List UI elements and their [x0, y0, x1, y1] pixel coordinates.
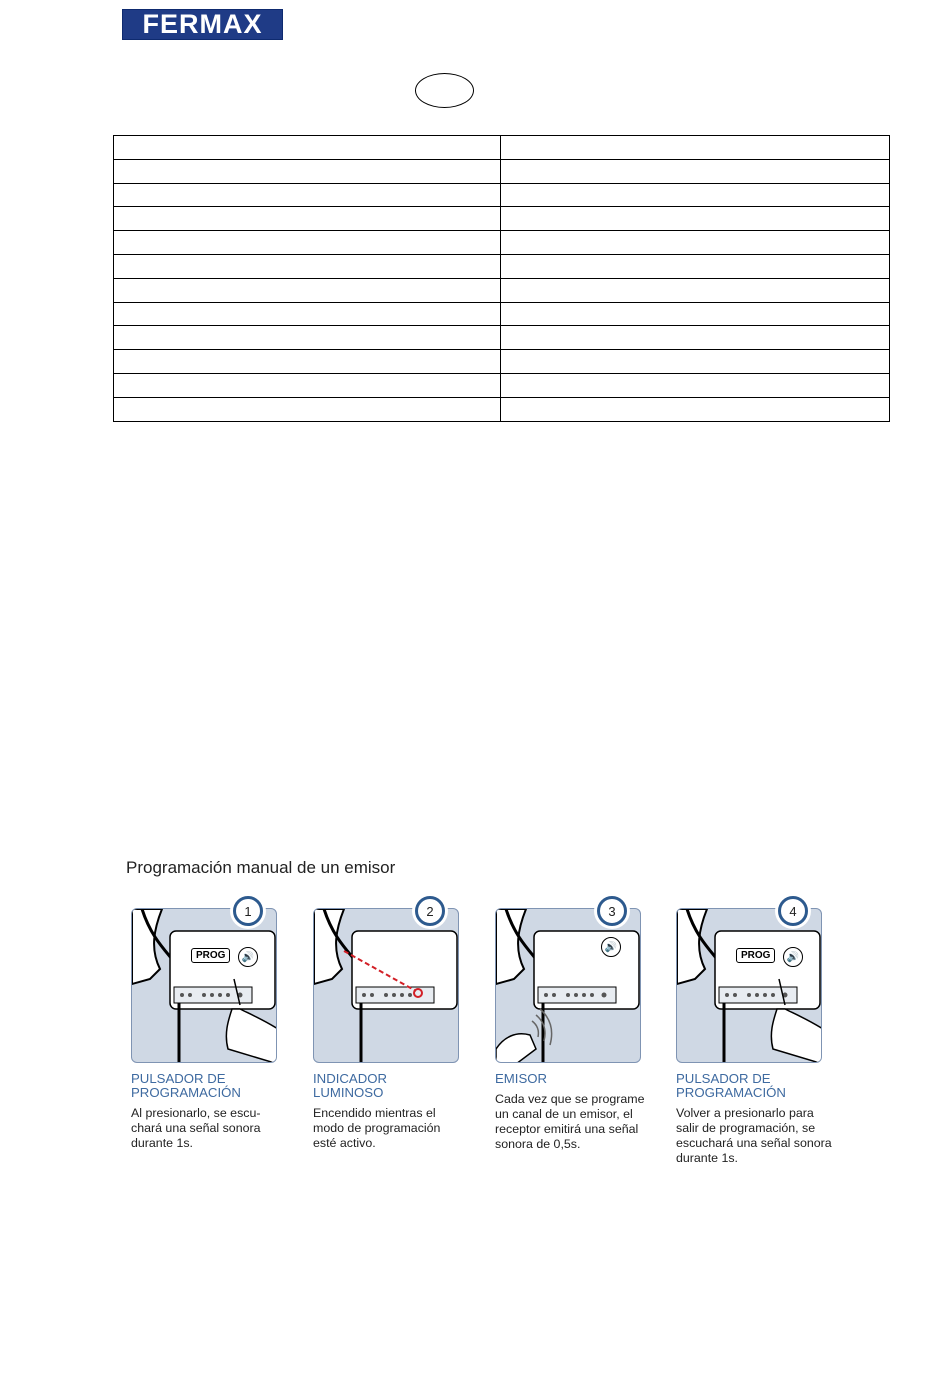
step-description: Al presionarlo, se escu- chará una señal sonora durante 1s. [131, 1106, 261, 1150]
table-cell [501, 231, 890, 255]
table-row [114, 397, 890, 421]
table-row [114, 254, 890, 278]
table-cell [114, 302, 501, 326]
table-row [114, 207, 890, 231]
table-cell [501, 254, 890, 278]
table-row [114, 231, 890, 255]
step-description: Volver a presionarlo para salir de programación, se escuchará una señal sonora durante 1s. [676, 1106, 832, 1165]
table-cell [114, 278, 501, 302]
table-cell [114, 183, 501, 207]
table-row [114, 373, 890, 397]
table-cell [114, 373, 501, 397]
step-title: INDICADOR LUMINOSO [313, 1071, 387, 1100]
step-description: Encendido mientras el modo de programación esté activo. [313, 1106, 441, 1150]
speaker-icon: 🔊 [238, 947, 258, 967]
table-cell [114, 207, 501, 231]
step-title: EMISOR [495, 1071, 548, 1086]
table-cell [114, 254, 501, 278]
specification-table [113, 135, 890, 422]
table-cell [501, 207, 890, 231]
table-cell [114, 397, 501, 421]
step-number-badge: 4 [778, 896, 808, 926]
table-cell [501, 136, 890, 160]
language-oval [415, 73, 474, 108]
table-cell [114, 350, 501, 374]
table-row [114, 302, 890, 326]
table-cell [114, 159, 501, 183]
table-row [114, 159, 890, 183]
table-cell [501, 278, 890, 302]
table-row [114, 350, 890, 374]
table-cell [501, 350, 890, 374]
step-number-badge: 1 [233, 896, 263, 926]
prog-button-label: PROG [736, 948, 775, 963]
step-2-illustration [313, 908, 459, 1063]
table-row [114, 326, 890, 350]
step-number-badge: 2 [415, 896, 445, 926]
step-4-illustration [676, 908, 822, 1063]
step-1-illustration [131, 908, 277, 1063]
table-cell [114, 231, 501, 255]
table-cell [501, 302, 890, 326]
section-title: Programación manual de un emisor [126, 858, 396, 877]
table-cell [501, 397, 890, 421]
table-cell [501, 159, 890, 183]
table-cell [114, 326, 501, 350]
step-title: PULSADOR DE PROGRAMACIÓN [676, 1071, 786, 1100]
table-cell [114, 136, 501, 160]
table-cell [501, 326, 890, 350]
speaker-icon: 🔊 [601, 937, 621, 957]
speaker-icon: 🔊 [783, 947, 803, 967]
table-cell [501, 373, 890, 397]
step-description: Cada vez que se programe un canal de un emisor, el receptor emitirá una señal sonora de 0,5s. [495, 1092, 645, 1151]
fermax-logo: FERMAX [122, 9, 283, 40]
table-cell [501, 183, 890, 207]
table-row [114, 183, 890, 207]
table-row [114, 278, 890, 302]
table-row [114, 136, 890, 160]
step-number-badge: 3 [597, 896, 627, 926]
step-3-illustration [495, 908, 641, 1063]
prog-button-label: PROG [191, 948, 230, 963]
step-title: PULSADOR DE PROGRAMACIÓN [131, 1071, 241, 1100]
